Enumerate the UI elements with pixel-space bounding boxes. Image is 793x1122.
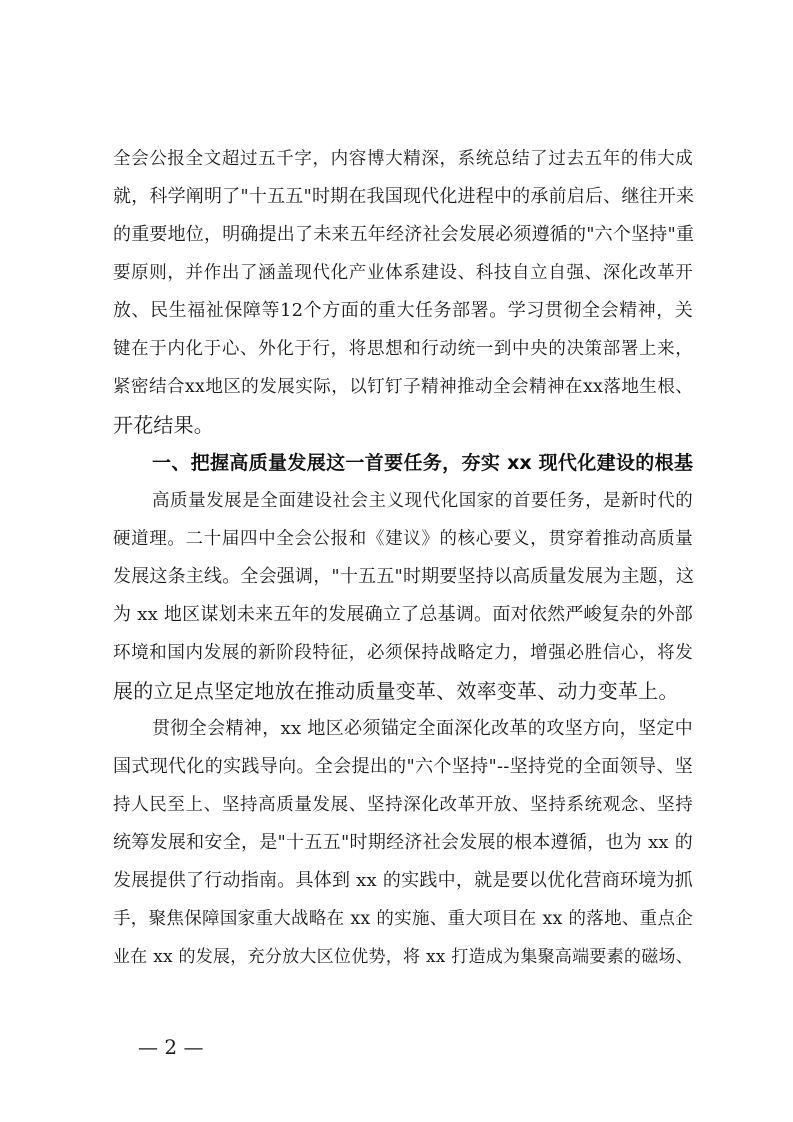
paragraph-1-line-7: 紧密结合xx地区的发展实际，以钉钉子精神推动全会精神在xx落地生根、 [113, 377, 693, 397]
paragraph-1-line-4: 要原则，并作出了涵盖现代化产业体系建设、科技自立自强、深化改革开 [113, 263, 693, 283]
paragraph-3-line-7: 业在 xx 的发展，充分放大区位优势，将 xx 打造成为集聚高端要素的磁场、 [113, 947, 693, 967]
section-heading-1: 一、把握高质量发展这一首要任务，夯实 xx 现代化建设的根基 [152, 452, 693, 474]
paragraph-1-line-2: 就，科学阐明了"十五五"时期在我国现代化进程中的承前启后、继往开来 [113, 186, 695, 207]
paragraph-3-line-3: 持人民至上、坚持高质量发展、坚持深化改革开放、坚持系统观念、坚持 [113, 795, 693, 815]
paragraph-3-line-4: 统筹发展和安全，是"十五五"时期经济社会发展的根本遵循，也为 xx 的 [113, 832, 693, 853]
paragraph-2-line-3: 发展这条主线。全会强调，"十五五"时期要坚持以高质量发展为主题，这 [113, 566, 695, 587]
paragraph-2-line-4: 为 xx 地区谋划未来五年的发展确立了总基调。面对依然严峻复杂的外部 [113, 604, 693, 625]
paragraph-3-line-2: 国式现代化的实践导向。全会提出的"六个坚持"--坚持党的全面领导、坚 [113, 756, 693, 777]
paragraph-2-line-5: 环境和国内发展的新阶段特征，必须保持战略定力，增强必胜信心，将发 [113, 643, 693, 663]
paragraph-1-line-3: 的重要地位，明确提出了未来五年经济社会发展必须遵循的"六个坚持"重 [113, 224, 695, 245]
paragraph-1-line-6: 键在于内化于心、外化于行，将思想和行动统一到中央的决策部署上来， [113, 339, 693, 359]
paragraph-2-line-2: 硬道理。二十届四中全会公报和《建议》的核心要义，贯穿着推动高质量 [113, 529, 693, 549]
paragraph-2-line-6: 展的立足点坚定地放在推动质量变革、效率变革、动力变革上。 [113, 679, 679, 703]
paragraph-1-line-1: 全会公报全文超过五千字，内容博大精深，系统总结了过去五年的伟大成 [113, 149, 693, 169]
paragraph-3-line-6: 手，聚焦保障国家重大战略在 xx 的实施、重大项目在 xx 的落地、重点企 [113, 909, 693, 929]
paragraph-3-line-1: 贯彻全会精神，xx 地区必须锚定全面深化改革的攻坚方向，坚定中 [152, 718, 693, 739]
page-number: — 2 — [138, 1035, 204, 1059]
paragraph-2-line-1: 高质量发展是全面建设社会主义现代化国家的首要任务，是新时代的 [152, 491, 693, 511]
paragraph-1-line-5: 放、民生福祉保障等12个方面的重大任务部署。学习贯彻全会精神，关 [113, 300, 693, 321]
paragraph-3-line-5: 发展提供了行动指南。具体到 xx 的实践中，就是要以优化营商环境为抓 [113, 870, 693, 891]
paragraph-1-line-8: 开花结果。 [113, 413, 214, 437]
